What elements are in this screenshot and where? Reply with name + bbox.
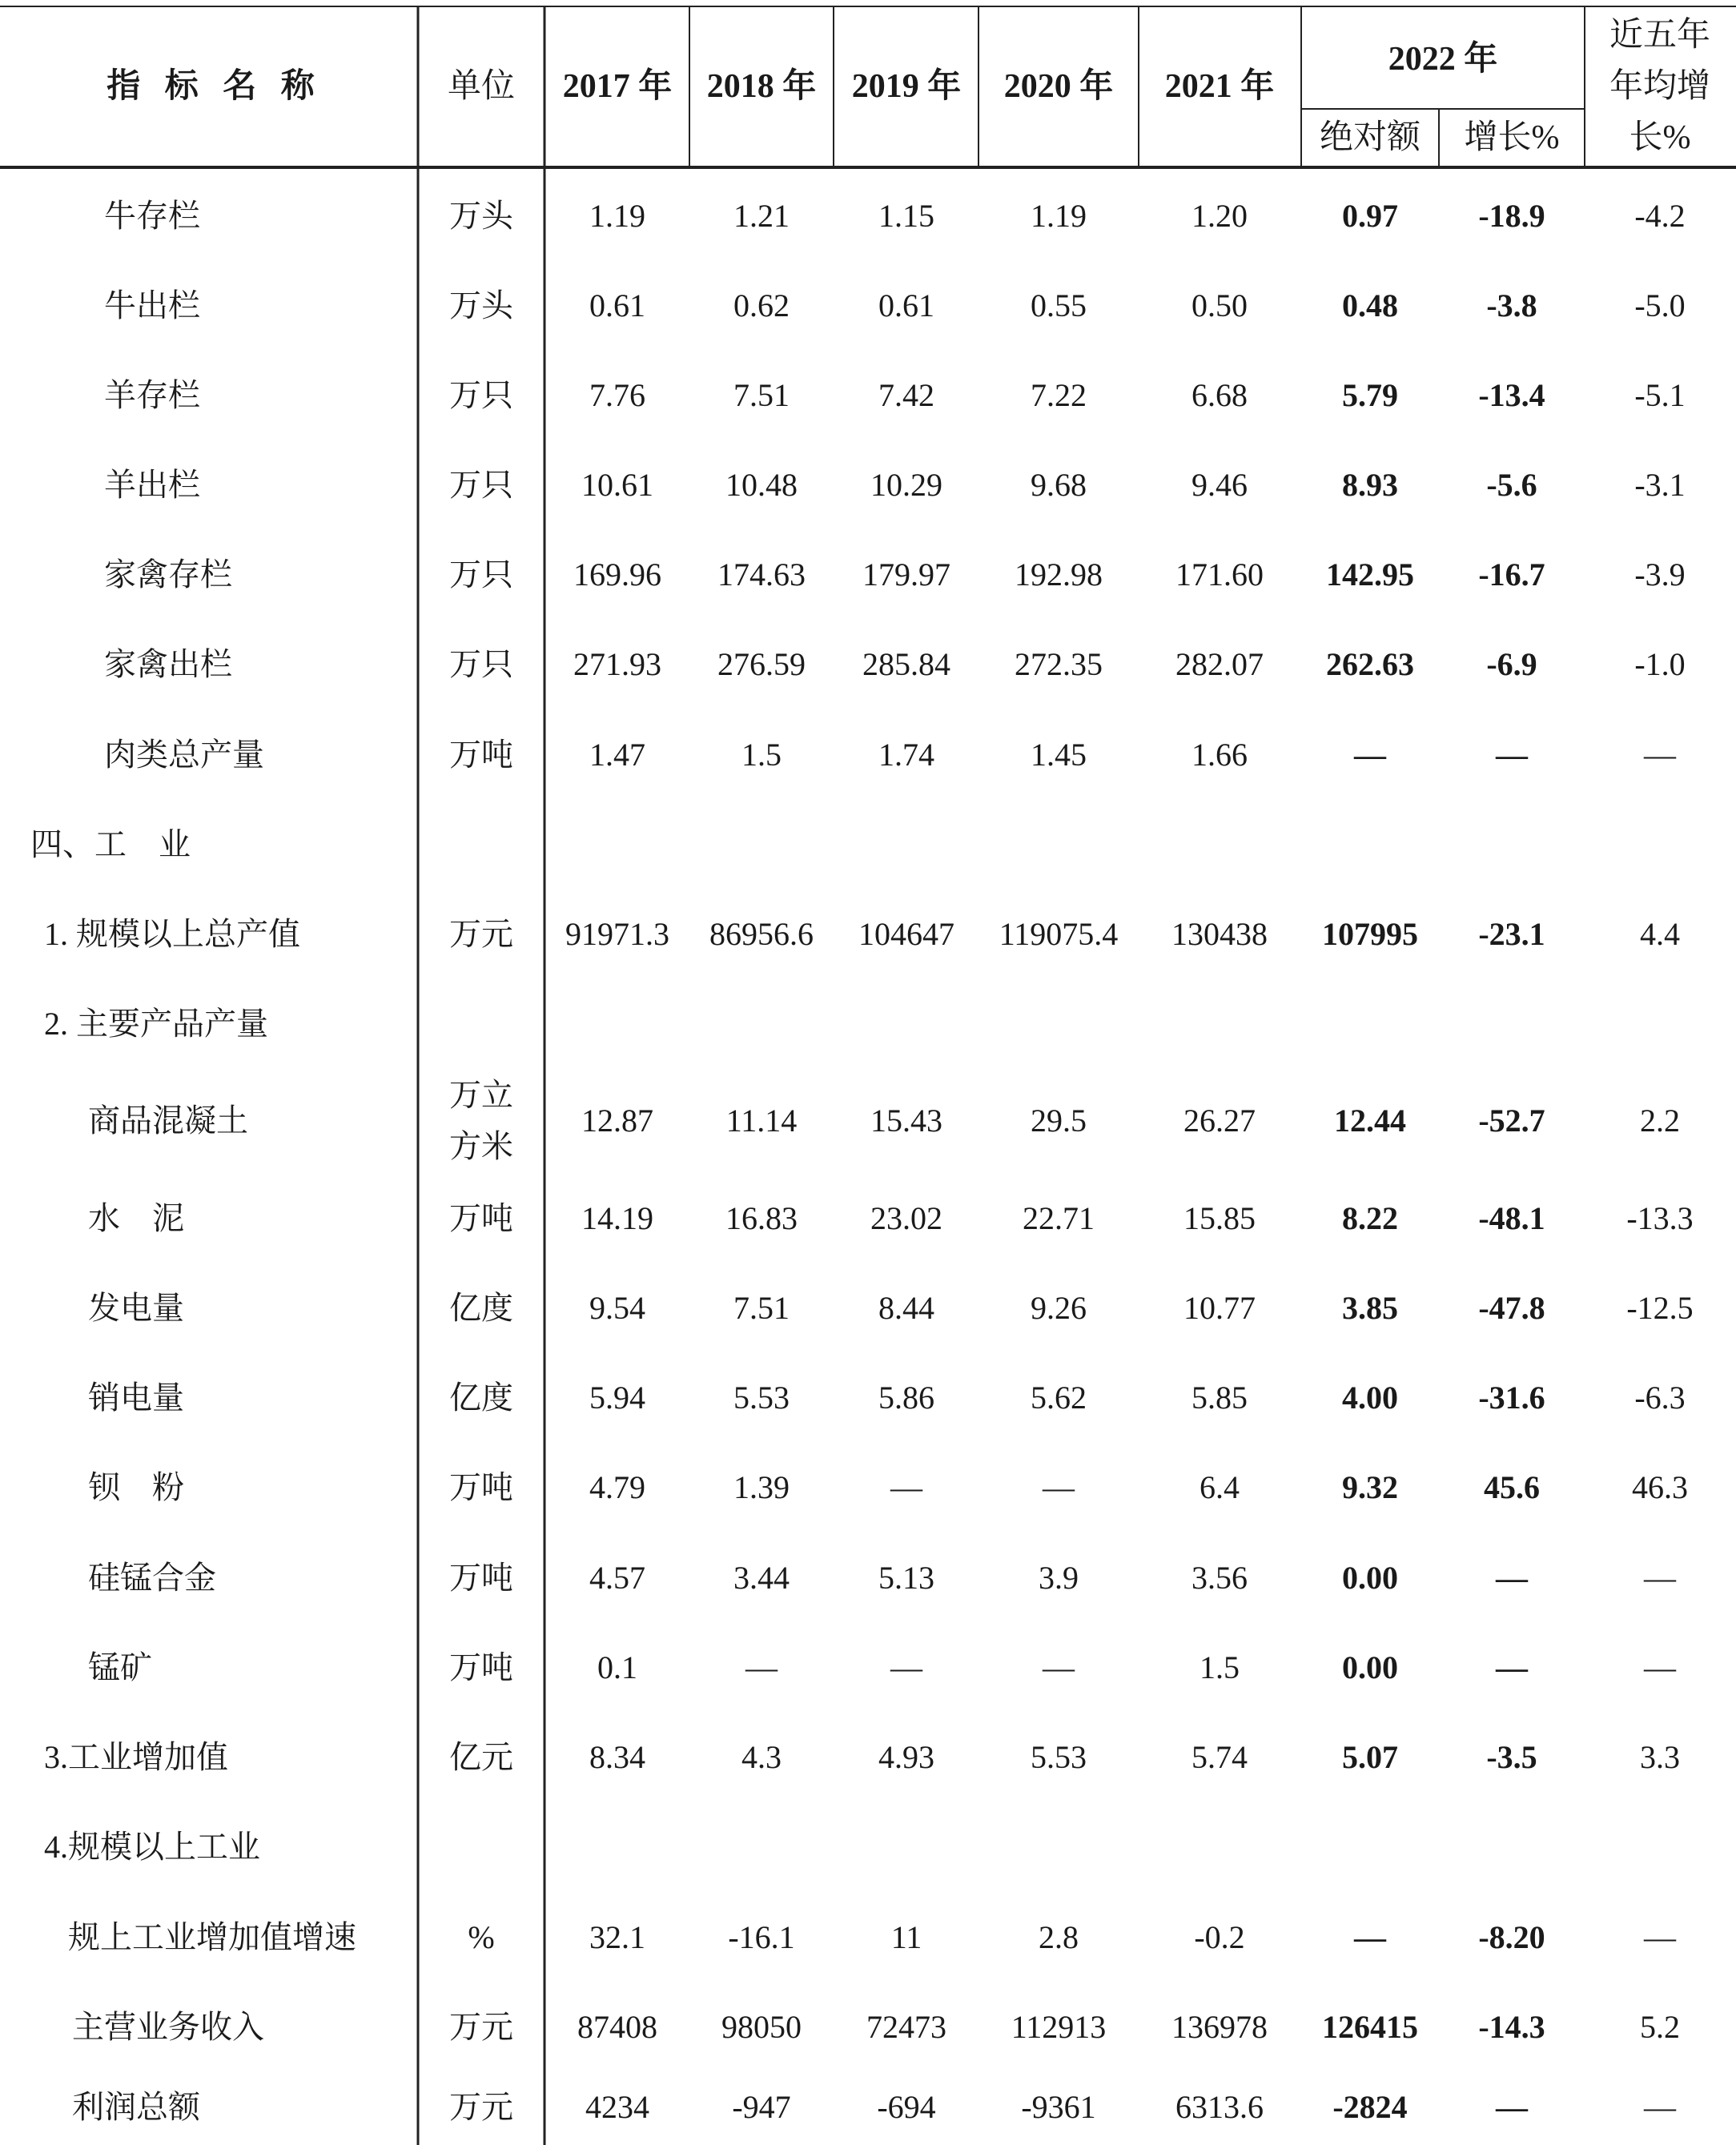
table-cell: 9.32 [1342,1469,1398,1505]
table-cell: -9361 [1021,2089,1096,2125]
table-cell: 98050 [721,2009,802,2045]
row-unit: 万吨 [449,1649,513,1685]
table-cell: -3.1 [1634,467,1686,503]
table-cell: -14.3 [1478,2009,1545,2045]
table-cell: — [1354,737,1386,773]
table-cell: -6.3 [1634,1380,1686,1416]
row-name: 羊出栏 [104,467,200,503]
row-unit: 亿度 [449,1290,513,1326]
table-cell: 6.4 [1200,1469,1240,1505]
table-cell: -16.1 [728,1919,795,1955]
table-cell: 104647 [858,916,954,952]
table-cell: 1.74 [878,737,934,773]
table-cell: 9.68 [1031,467,1087,503]
table-cell: 0.1 [597,1649,637,1685]
row-name: 发电量 [88,1290,184,1326]
table-cell: — [1496,737,1528,773]
table-cell: 7.42 [878,377,934,413]
table-cell: 14.19 [581,1200,653,1236]
table-cell: 5.94 [589,1380,645,1416]
table-cell: 0.00 [1342,1560,1398,1596]
table-cell: 1.15 [878,198,934,234]
table-cell: 0.62 [733,287,790,323]
row-unit: 万头 [449,287,513,323]
table-cell: -47.8 [1478,1290,1545,1326]
table-cell: 3.9 [1039,1560,1079,1596]
table-cell: 171.60 [1175,556,1264,592]
table-cell: 4234 [585,2089,649,2125]
table-cell: -5.6 [1486,467,1537,503]
table-cell: 126415 [1322,2009,1418,2045]
table-cell: 86956.6 [709,916,814,952]
table-cell: 112913 [1011,2009,1107,2045]
table-cell: 8.93 [1342,467,1398,503]
row-name: 1. 规模以上总产值 [44,916,300,952]
table-cell: — [1496,1560,1528,1596]
table-cell: 1.5 [1200,1649,1240,1685]
row-name: 羊存栏 [104,377,200,413]
table-cell: 7.22 [1031,377,1087,413]
table-cell: 9.46 [1191,467,1248,503]
table-cell: -694 [877,2089,936,2125]
row-name: 家禽出栏 [104,646,232,682]
table-cell: -13.3 [1626,1200,1694,1236]
table-cell: 9.26 [1031,1290,1087,1326]
table-cell: 130438 [1171,916,1268,952]
table-cell: -2824 [1332,2089,1408,2125]
table-cell: 4.4 [1640,916,1680,952]
table-cell: 7.51 [733,1290,790,1326]
row-unit: 万吨 [449,737,513,773]
row-name: 钡 粉 [88,1469,184,1505]
table-cell: — [1644,2089,1676,2125]
table-cell: 11.14 [725,1103,798,1139]
row-name: 锰矿 [88,1649,152,1685]
table-cell: 4.00 [1342,1380,1398,1416]
table-cell: 119075.4 [999,916,1119,952]
table-cell: — [1496,2089,1528,2125]
table-cell: 3.44 [733,1560,790,1596]
table-cell: 8.34 [589,1739,645,1775]
table-cell: 3.3 [1640,1739,1680,1775]
table-cell: 1.19 [589,198,645,234]
table-cell: 0.61 [589,287,645,323]
row-name: 四、工 业 [30,826,191,862]
table-cell: -1.0 [1634,646,1686,682]
row-name: 2. 主要产品产量 [44,1006,268,1042]
row-name: 利润总额 [72,2089,200,2125]
table-cell: — [1496,1649,1528,1685]
table-cell: — [1043,1469,1075,1505]
row-unit: 万只 [449,556,513,592]
table-cell: 29.5 [1031,1103,1087,1139]
table-cell: 0.55 [1031,287,1087,323]
table-cell: -0.2 [1194,1919,1245,1955]
table-cell: — [745,1649,778,1685]
row-unit: 万吨 [449,1200,513,1236]
table-cell: 0.50 [1191,287,1248,323]
table-cell: -23.1 [1478,916,1545,952]
row-name: 硅锰合金 [88,1560,216,1596]
table-cell: 262.63 [1326,646,1414,682]
table-cell: 136978 [1171,2009,1268,2045]
table-cell: 5.79 [1342,377,1398,413]
table-cell: 2.2 [1640,1103,1680,1139]
table-cell: 4.79 [589,1469,645,1505]
row-unit: 万立 [449,1077,513,1113]
table-cell: 5.07 [1342,1739,1398,1775]
table-cell: 16.83 [725,1200,798,1236]
table-cell: 179.97 [862,556,950,592]
table-cell: 87408 [577,2009,657,2045]
header-absolute: 绝对额 [1319,119,1421,156]
table-cell: -5.1 [1634,377,1686,413]
table-cell: 6.68 [1191,377,1248,413]
table-cell: 3.85 [1342,1290,1398,1326]
table-cell: 7.76 [589,377,645,413]
table-cell: -31.6 [1478,1380,1545,1416]
table-cell: 15.85 [1183,1200,1256,1236]
table-cell: 4.57 [589,1560,645,1596]
row-name: 牛出栏 [104,287,200,323]
header-year-2018: 2018 年 [706,68,817,105]
table-cell: 271.93 [573,646,661,682]
table-cell: 0.97 [1342,198,1398,234]
table-cell: 282.07 [1175,646,1264,682]
header-avg-line2: 年均增 [1609,68,1711,105]
table-cell: 1.19 [1031,198,1087,234]
table-cell: — [890,1649,922,1685]
row-unit: 万头 [449,198,513,234]
table-cell: -4.2 [1634,198,1686,234]
table-cell: 4.93 [878,1739,934,1775]
table-cell: -12.5 [1626,1290,1694,1326]
table-cell: 0.00 [1342,1649,1398,1685]
table-cell: 6313.6 [1175,2089,1264,2125]
table-cell: — [1644,1560,1676,1596]
table-cell: 5.85 [1191,1380,1248,1416]
table-cell: -18.9 [1478,198,1545,234]
table-cell: -3.5 [1486,1739,1537,1775]
table-cell: 5.13 [878,1560,934,1596]
row-unit: 万吨 [449,1469,513,1505]
table-cell: 10.61 [581,467,653,503]
header-year-2022: 2022 年 [1388,41,1498,78]
table-cell: 107995 [1322,916,1418,952]
row-unit: % [468,1919,495,1955]
row-unit: 万只 [449,377,513,413]
row-name: 主营业务收入 [72,2009,264,2045]
row-name: 规上工业增加值增速 [68,1919,356,1955]
table-cell: 8.44 [878,1290,934,1326]
table-cell: 22.71 [1023,1200,1095,1236]
table-cell: 32.1 [589,1919,645,1955]
table-cell: 4.3 [741,1739,782,1775]
table-cell: 0.48 [1342,287,1398,323]
table-cell: 192.98 [1015,556,1103,592]
table-cell: 45.6 [1484,1469,1540,1505]
table-cell: 1.21 [733,198,790,234]
row-name: 牛存栏 [104,198,200,234]
table-cell: — [1043,1649,1075,1685]
table-cell: -947 [732,2089,791,2125]
table-cell: 174.63 [717,556,806,592]
row-name: 销电量 [88,1380,184,1416]
header-unit: 单位 [447,68,516,105]
row-name: 4.规模以上工业 [44,1829,260,1865]
header-avg-line3: 长% [1629,119,1691,156]
table-cell: 5.62 [1031,1380,1087,1416]
table-cell: 3.56 [1191,1560,1248,1596]
header-year-2017: 2017 年 [562,68,673,105]
row-unit: 万元 [449,916,513,952]
row-name: 家禽存栏 [104,556,232,592]
table-cell: — [1644,1649,1676,1685]
table-cell: — [1644,1919,1676,1955]
table-cell: -13.4 [1478,377,1545,413]
table-cell: 7.51 [733,377,790,413]
row-name: 商品混凝土 [88,1103,248,1139]
row-unit: 亿元 [449,1739,513,1775]
table-cell: 10.29 [870,467,942,503]
table-cell: 5.86 [878,1380,934,1416]
row-name: 水 泥 [88,1200,184,1236]
table-cell: 142.95 [1326,556,1414,592]
row-unit: 万元 [449,2009,513,2045]
table-cell: 1.39 [733,1469,790,1505]
table-cell: 1.66 [1191,737,1248,773]
table-cell: 5.53 [733,1380,790,1416]
table-cell: -48.1 [1478,1200,1545,1236]
table-cell: 91971.3 [565,916,669,952]
table-cell: 169.96 [573,556,661,592]
table-cell: 5.74 [1191,1739,1248,1775]
table-cell: -6.9 [1486,646,1537,682]
table-cell: 26.27 [1183,1103,1256,1139]
table-cell: — [890,1469,922,1505]
table-cell: 9.54 [589,1290,645,1326]
row-unit: 万只 [449,467,513,503]
table-cell: -52.7 [1478,1103,1545,1139]
table-cell: — [1644,737,1676,773]
table-cell: 2.8 [1039,1919,1079,1955]
row-unit: 亿度 [449,1380,513,1416]
table-cell: -5.0 [1634,287,1686,323]
table-cell: 1.47 [589,737,645,773]
row-unit: 方米 [449,1128,513,1164]
row-unit: 万只 [449,646,513,682]
table-cell: — [1354,1919,1386,1955]
header-year-2020: 2020 年 [1003,68,1114,105]
table-cell: 1.5 [741,737,782,773]
table-cell: 10.48 [725,467,798,503]
table-cell: -3.9 [1634,556,1686,592]
table-cell: -3.8 [1486,287,1537,323]
header-indicator-name: 指 标 名 称 [106,68,323,105]
table-cell: 46.3 [1632,1469,1688,1505]
row-unit: 万元 [449,2089,513,2125]
header-year-2021: 2021 年 [1164,68,1275,105]
table-cell: 1.45 [1031,737,1087,773]
table-cell: 72473 [866,2009,946,2045]
table-cell: -8.20 [1478,1919,1545,1955]
header-growth: 增长% [1464,119,1560,156]
table-cell: 0.61 [878,287,934,323]
table-cell: 272.35 [1015,646,1103,682]
table-cell: 12.44 [1334,1103,1406,1139]
row-unit: 万吨 [449,1560,513,1596]
table-cell: 5.2 [1640,2009,1680,2045]
table-cell: 285.84 [862,646,950,682]
table-cell: 23.02 [870,1200,942,1236]
row-name: 肉类总产量 [104,737,264,773]
header-year-2019: 2019 年 [851,68,962,105]
table-cell: 11 [890,1919,922,1955]
table-cell: 15.43 [870,1103,942,1139]
table-cell: 276.59 [717,646,806,682]
row-name: 3.工业增加值 [44,1739,228,1775]
table-cell: 1.20 [1191,198,1248,234]
table-cell: -16.7 [1478,556,1545,592]
table-cell: 10.77 [1183,1290,1256,1326]
header-avg-line1: 近五年 [1609,17,1711,54]
table-cell: 8.22 [1342,1200,1398,1236]
table-cell: 12.87 [581,1103,653,1139]
table-cell: 5.53 [1031,1739,1087,1775]
